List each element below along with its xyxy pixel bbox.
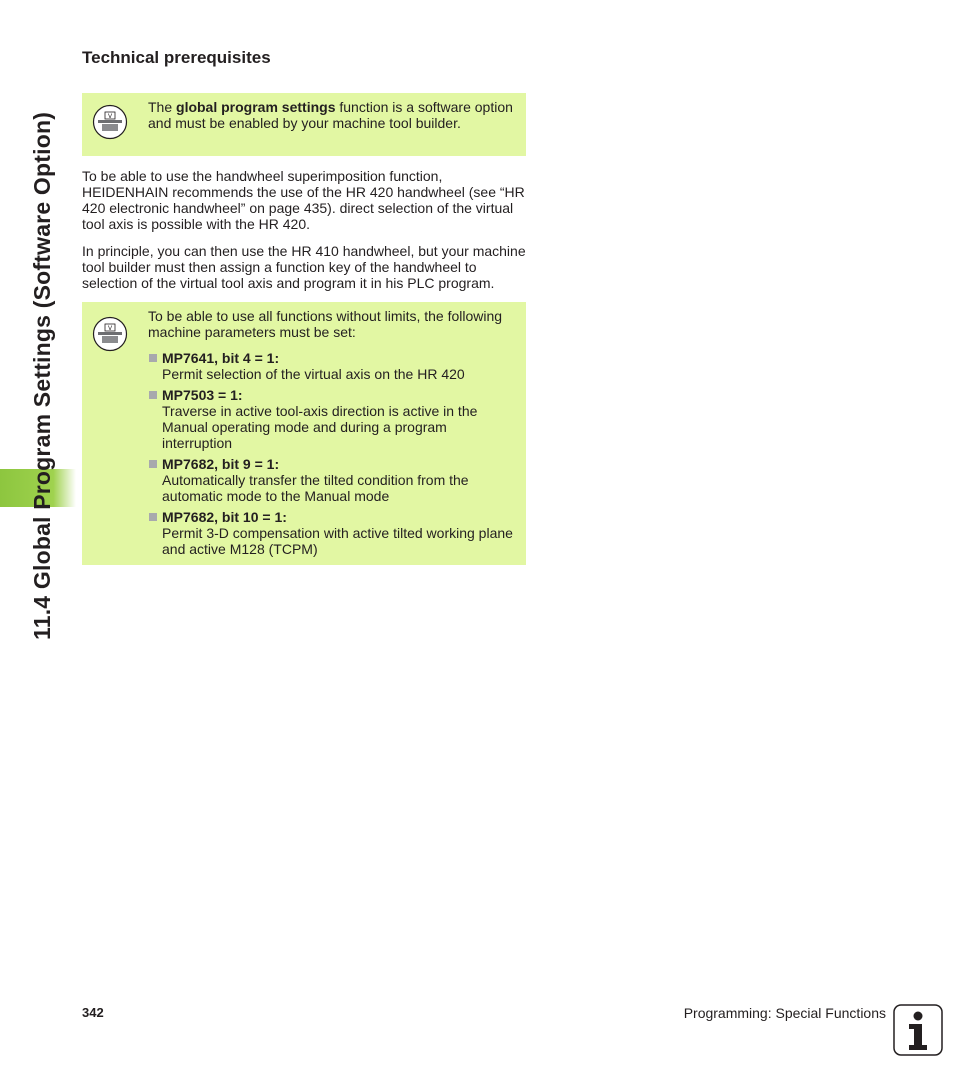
parameter-title: MP7503 = 1: xyxy=(162,387,243,403)
svg-text:V: V xyxy=(107,325,113,332)
parameter-title: MP7682, bit 9 = 1: xyxy=(162,456,280,472)
machine-tool-builder-icon xyxy=(92,316,128,352)
machine-parameter-list xyxy=(148,350,518,557)
bullet-square-icon xyxy=(149,513,157,521)
machine-tool-builder-icon xyxy=(92,104,128,140)
note-emphasis: global program settings xyxy=(176,99,336,115)
parameter-description: Automatically transfer the tilted condition from the automatic mode to the Manual mode xyxy=(162,472,469,504)
footer-chapter-title: Programming: Special Functions xyxy=(683,1005,886,1021)
page-number: 342 xyxy=(82,1005,104,1020)
bullet-square-icon xyxy=(149,354,157,362)
note-intro: To be able to use all functions without limits, the following machine parameters must be set: xyxy=(148,308,503,340)
paragraph-hr420: To be able to use the handwheel superimposition function, HEIDENHAIN recommends the use of the HR 420 handwheel (see “HR 420 electronic handwheel” on page 435). direct selection of the virtual tool axis is possible with the HR 420. xyxy=(82,168,525,232)
parameter-title: MP7682, bit 10 = 1: xyxy=(162,509,287,525)
list-item xyxy=(148,387,518,451)
note-box-machine-parameters xyxy=(82,302,526,565)
bullet-square-icon xyxy=(149,391,157,399)
info-icon xyxy=(893,1004,943,1056)
bullet-square-icon xyxy=(149,460,157,468)
parameter-title: MP7641, bit 4 = 1: xyxy=(162,350,280,366)
list-item xyxy=(148,350,518,382)
list-item xyxy=(148,456,518,504)
paragraph-hr410: In principle, you can then use the HR 410 handwheel, but your machine tool builder must then assign a function key of the handwheel to selection of the virtual tool axis and program it in his PLC program. xyxy=(82,243,526,291)
note-text: The global program settings function is a software option and must be enabled by your machine tool builder. xyxy=(148,99,513,131)
parameter-description: Permit 3-D compensation with active tilted working plane and active M128 (TCPM) xyxy=(162,525,513,557)
side-chapter-title: 11.4 Global Program Settings (Software Option) xyxy=(29,111,55,640)
parameter-description: Traverse in active tool-axis direction is active in the Manual operating mode and during a program interruption xyxy=(162,403,478,451)
svg-text:V: V xyxy=(107,113,113,120)
list-item xyxy=(148,509,518,557)
section-heading: Technical prerequisites xyxy=(82,48,271,67)
parameter-description: Permit selection of the virtual axis on the HR 420 xyxy=(162,366,465,382)
note-box-software-option xyxy=(82,93,526,156)
